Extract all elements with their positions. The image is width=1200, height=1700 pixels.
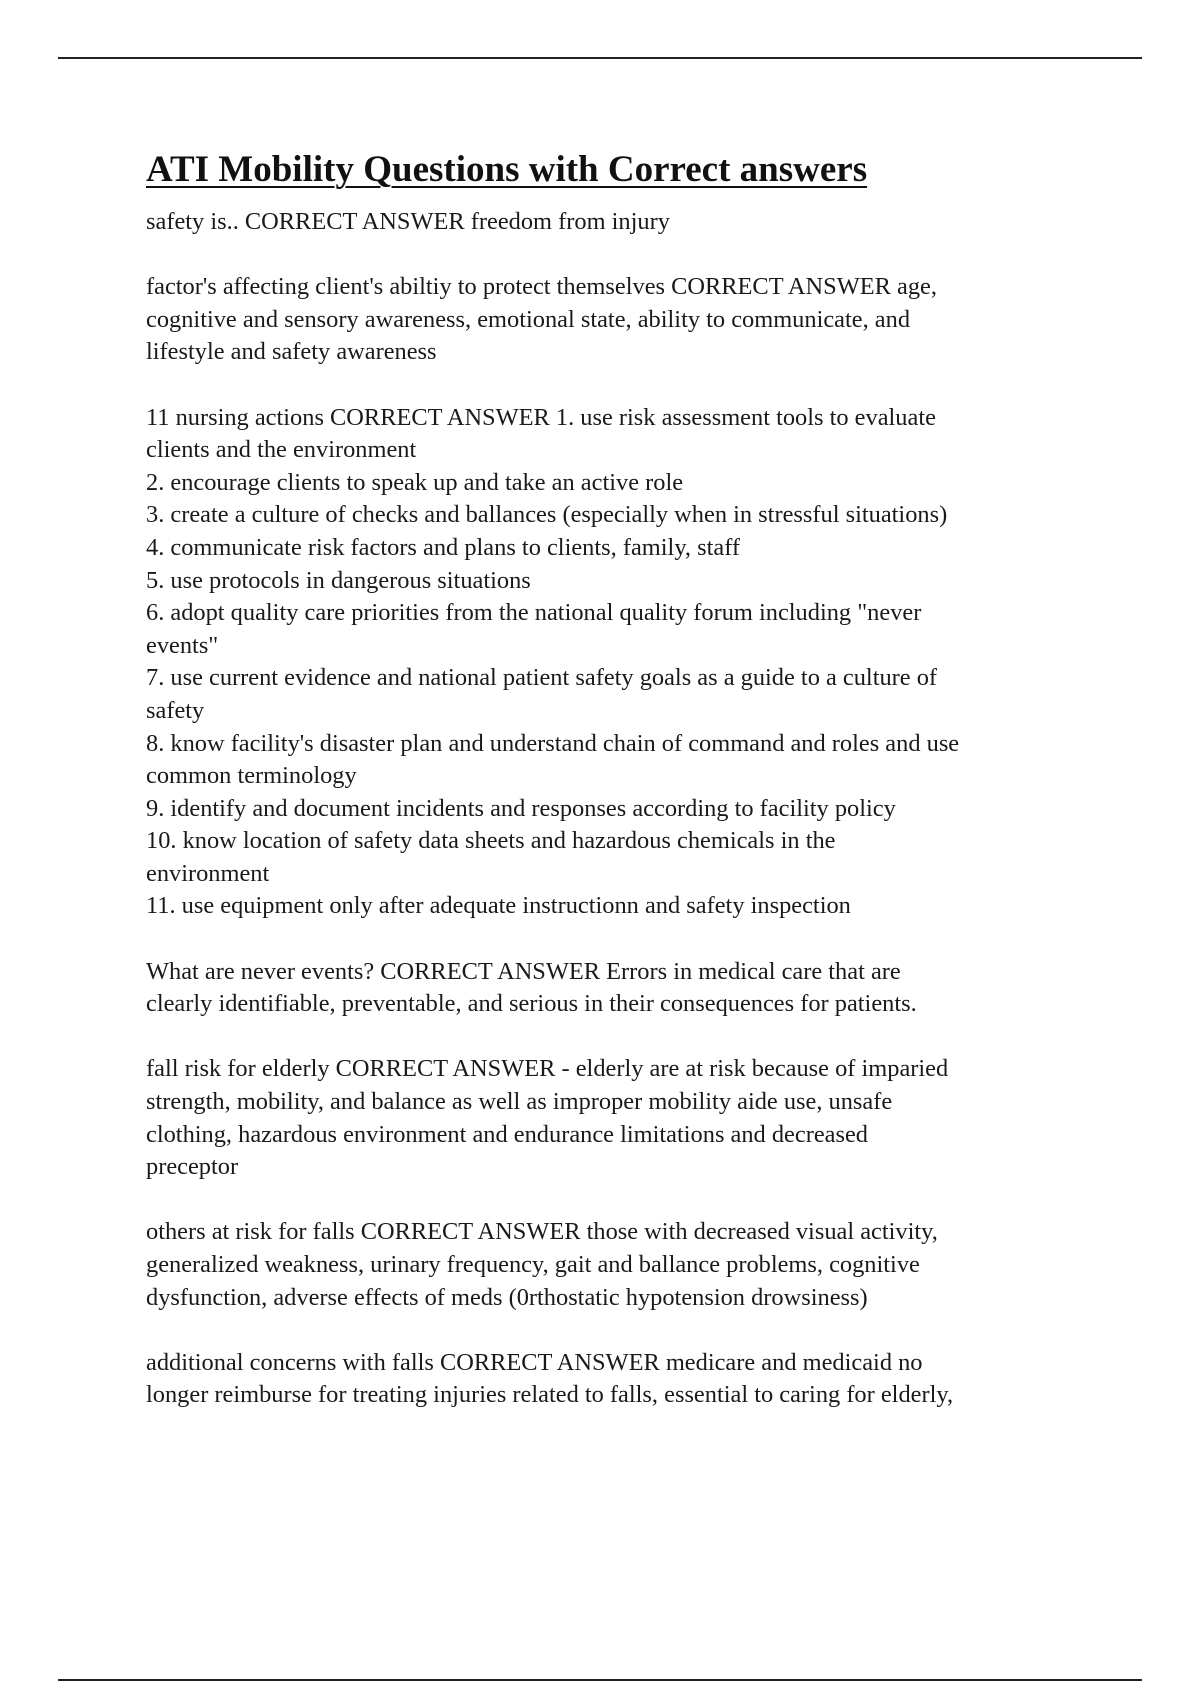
document-body xyxy=(146,146,1106,1445)
entry-line: 4. communicate risk factors and plans to clients, family, staff xyxy=(146,533,741,561)
footer-rule xyxy=(58,1679,1142,1681)
entry-line: 6. adopt quality care priorities from the national quality forum including "never xyxy=(146,599,922,627)
entry-line: clients and the environment xyxy=(146,436,417,464)
entry-line: strength, mobility, and balance as well as improper mobility aide use, unsafe xyxy=(146,1088,893,1116)
entry-line: 11 nursing actions CORRECT ANSWER 1. use risk assessment tools to evaluate xyxy=(146,403,936,431)
entry-line: events" xyxy=(146,631,219,659)
entry-line: preceptor xyxy=(146,1153,239,1181)
entry-line: fall risk for elderly CORRECT ANSWER - elderly are at risk because of imparied xyxy=(146,1055,949,1083)
header-rule xyxy=(58,57,1142,59)
entry-line: common terminology xyxy=(146,762,357,790)
qa-entry xyxy=(146,1053,1106,1183)
qa-entry xyxy=(146,206,1106,239)
entry-line: factor's affecting client's abiltiy to protect themselves CORRECT ANSWER age, xyxy=(146,273,937,301)
entry-line: clothing, hazardous environment and endurance limitations and decreased xyxy=(146,1120,868,1148)
qa-entry xyxy=(146,402,1106,924)
entry-line: safety is.. CORRECT ANSWER freedom from injury xyxy=(146,208,670,235)
entry-line: What are never events? CORRECT ANSWER Errors in medical care that are xyxy=(146,957,901,985)
entry-line: 8. know facility's disaster plan and understand chain of command and roles and use xyxy=(146,729,960,757)
entry-line: others at risk for falls CORRECT ANSWER those with decreased visual activity, xyxy=(146,1218,938,1246)
entry-line: safety xyxy=(146,696,205,724)
entry-line: additional concerns with falls CORRECT ANSWER medicare and medicaid no xyxy=(146,1348,923,1376)
entry-line: 7. use current evidence and national patient safety goals as a guide to a culture of xyxy=(146,664,938,692)
entry-line: environment xyxy=(146,859,270,887)
entry-line: generalized weakness, urinary frequency, gait and ballance problems, cognitive xyxy=(146,1251,920,1278)
entry-line: 11. use equipment only after adequate instructionn and safety inspection xyxy=(146,892,851,920)
entry-line: dysfunction, adverse effects of meds (0rthostatic hypotension drowsiness) xyxy=(146,1283,868,1311)
entry-line: 9. identify and document incidents and responses according to facility policy xyxy=(146,794,896,822)
entry-line: 2. encourage clients to speak up and take an active role xyxy=(146,468,684,496)
entry-line: 5. use protocols in dangerous situations xyxy=(146,566,531,594)
qa-entry xyxy=(146,1347,1106,1412)
entry-line: cognitive and sensory awareness, emotional state, ability to communicate, and xyxy=(146,305,911,333)
entry-line: longer reimburse for treating injuries related to falls, essential to caring for elderly, xyxy=(146,1381,954,1409)
qa-entry xyxy=(146,956,1106,1021)
qa-entry-list xyxy=(146,206,1106,1412)
qa-entry xyxy=(146,1216,1106,1314)
document-title: ATI Mobility Questions with Correct answers xyxy=(146,149,868,190)
entry-line: lifestyle and safety awareness xyxy=(146,338,437,366)
entry-line: 3. create a culture of checks and ballances (especially when in stressful situations) xyxy=(146,501,948,529)
qa-entry xyxy=(146,271,1106,369)
entry-line: 10. know location of safety data sheets and hazardous chemicals in the xyxy=(146,827,836,855)
entry-line: clearly identifiable, preventable, and serious in their consequences for patients. xyxy=(146,990,917,1018)
